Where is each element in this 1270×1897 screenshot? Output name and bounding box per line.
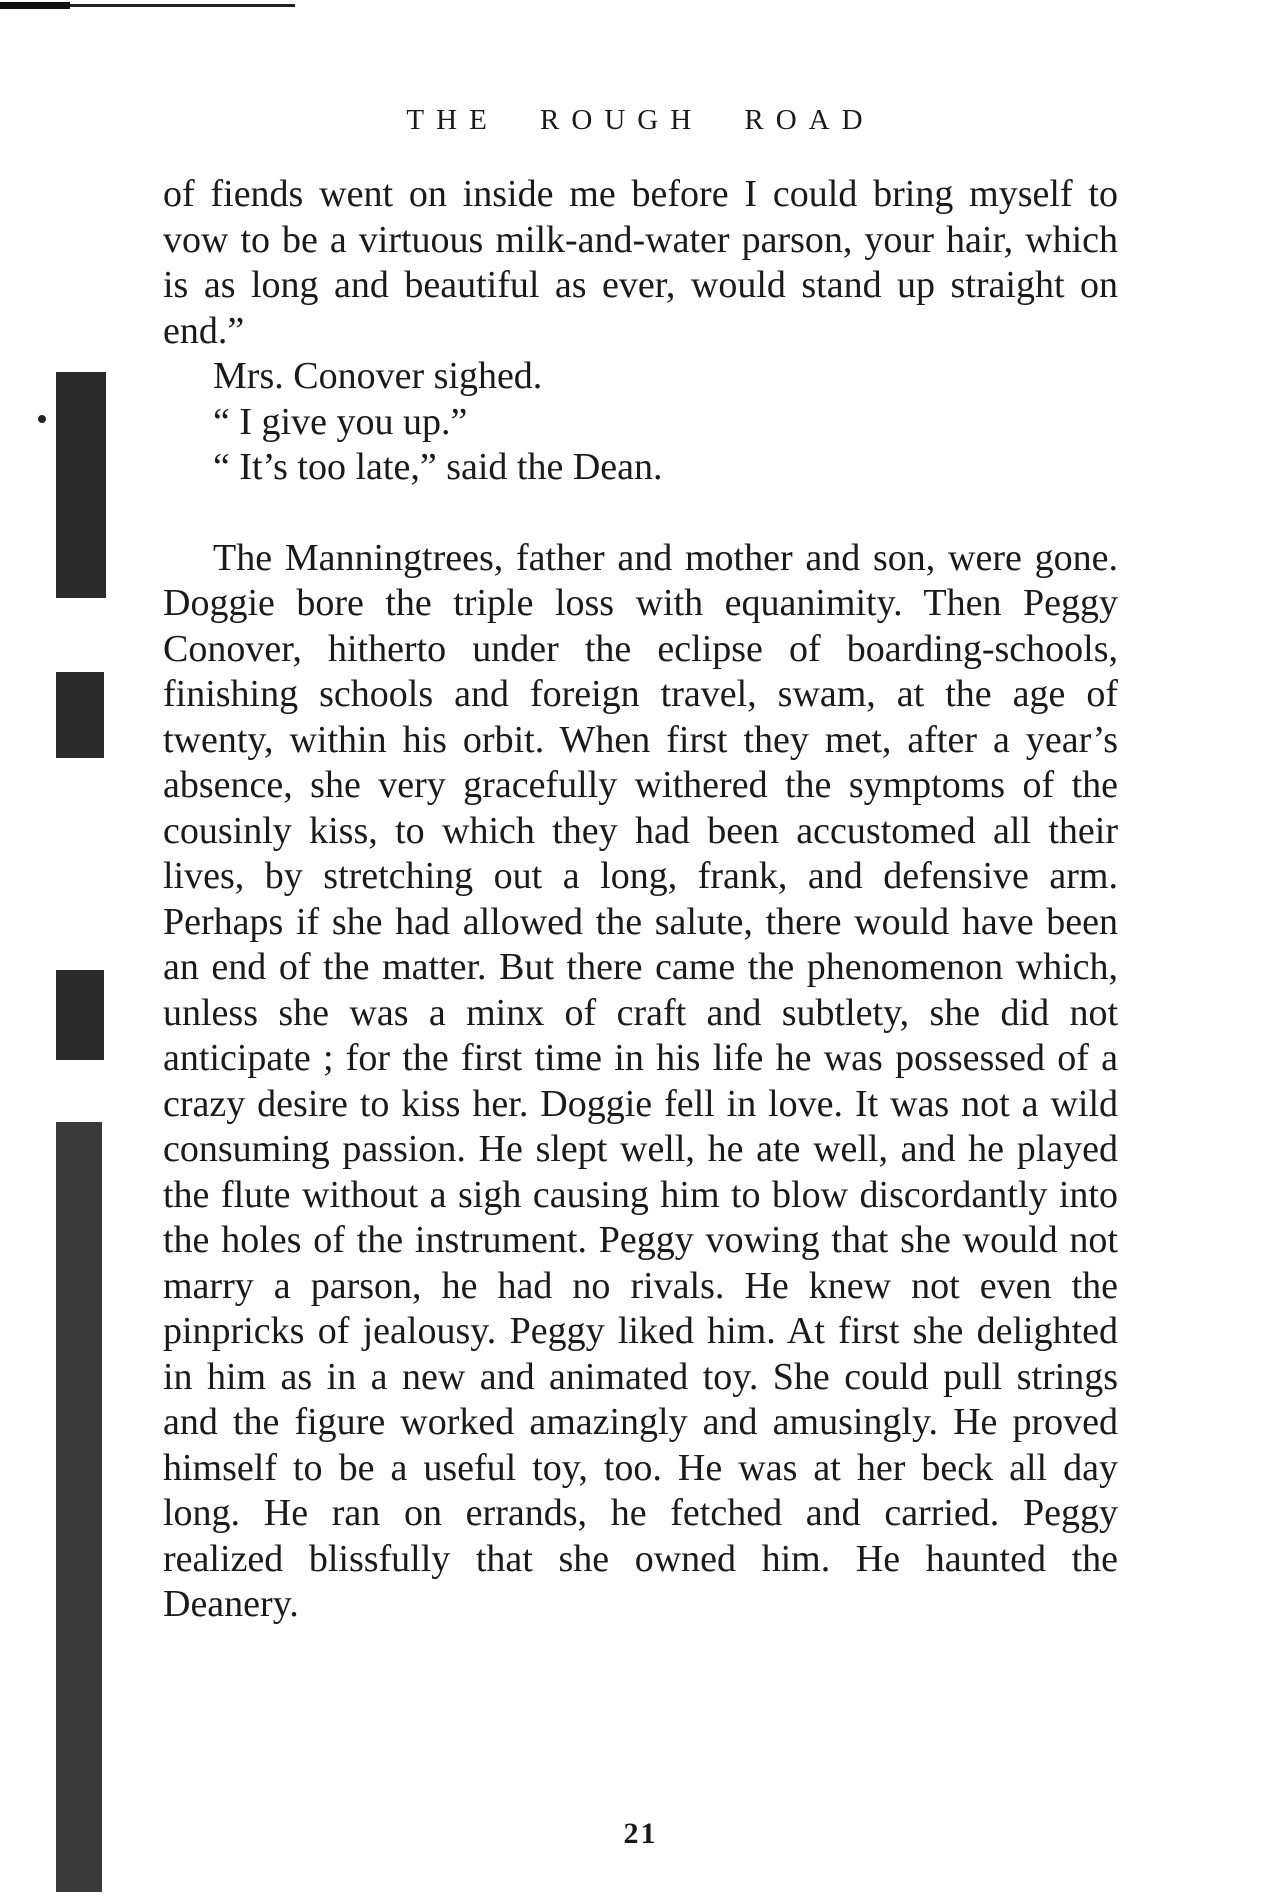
binding-dot: [38, 415, 46, 423]
binding-shadow-4: [56, 1122, 102, 1892]
paragraph-continuation: of fiends went on inside me before I could bring myself to vow to be a virtuous milk-and-water parson, your hair, which is as long and beautiful as ever, would stand up straight on end.”: [163, 173, 1118, 352]
top-edge-rule-heavy: [0, 2, 70, 9]
paragraph-main: The Manningtrees, father and mother and son, were gone. Doggie bore the triple loss with equanimity. Then Peggy Conover, hitherto under the eclipse of boarding-schools, finishing schools and foreign travel, swam, at the age of twenty, within his orbit. When first they met, after a year’s absence, she very gracefully withered the symptoms of the cousinly kiss, to which they had been accustomed all their lives, by stretching out a long, frank, and defensive arm. Perhaps if she had allowed the salute, there would have been an end of the matter. But there came the phenomenon which, unless she was a minx of craft and subtlety, she did not anticipate ; for the first time in his life he was possessed of a crazy desire to kiss her. Doggie fell in love. It was not a wild consuming passion. He slept well, he ate well, and he played the flute without a sigh causing him to blow discordantly into the holes of the instrument. Peggy vowing that she would not marry a parson, he had no rivals. He knew not even the pinpricks of jealousy. Peggy liked him. At first she delighted in him as in a new and animated toy. She could pull strings and the figure worked amazingly and amusingly. He proved himself to be a useful toy, too. He was at her beck all day long. He ran on errands, he fetched and carried. Peggy realized blissfully that she owned him. He haunted the Deanery.: [163, 536, 1118, 1625]
paragraph-dialogue-2: “ I give you up.”: [213, 400, 468, 443]
paragraph-dialogue-3: “ It’s too late,” said the Dean.: [213, 446, 663, 488]
running-head: THE ROUGH ROAD: [406, 104, 875, 136]
paragraph-dialogue-1: Mrs. Conover sighed.: [213, 355, 543, 397]
body-text: [163, 172, 1118, 1628]
binding-shadow-3: [56, 970, 104, 1060]
binding-shadow-1: [56, 372, 106, 598]
page-number: 21: [623, 1817, 658, 1850]
binding-shadow-2: [56, 672, 104, 758]
